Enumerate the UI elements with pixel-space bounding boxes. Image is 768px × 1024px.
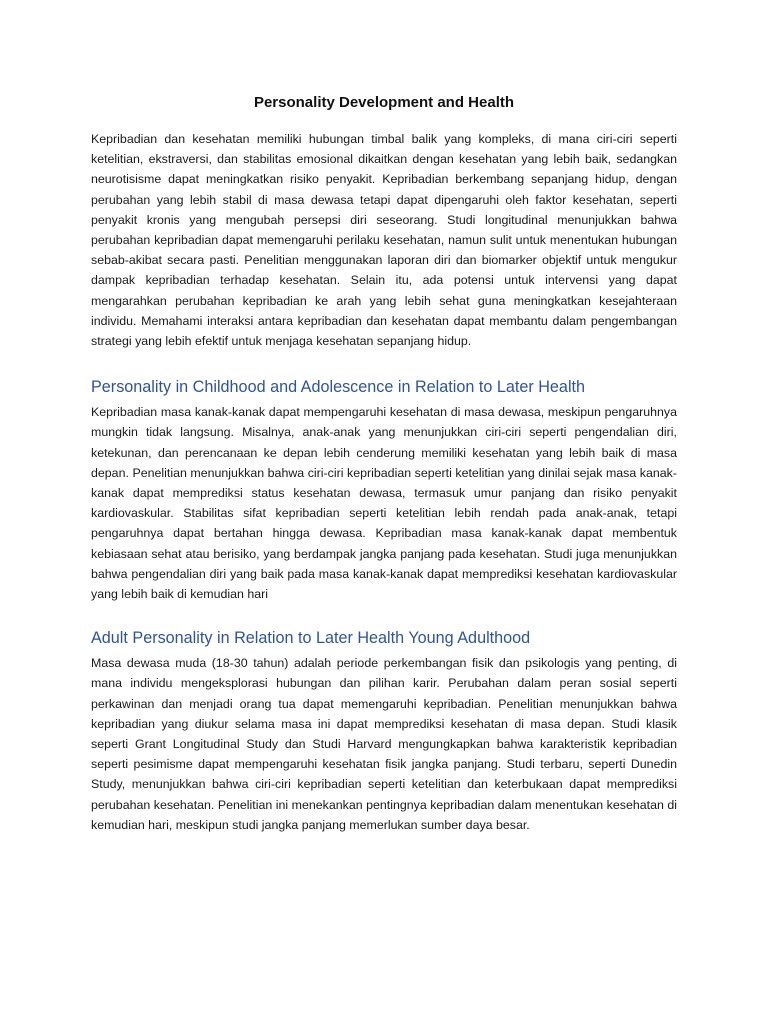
section-heading-childhood: Personality in Childhood and Adolescence in Relation to Later Health: [91, 378, 586, 397]
section-paragraph-adulthood: Masa dewasa muda (18-30 tahun) adalah periode perkembangan fisik dan psikologis yang penting, di mana individu mengeksplorasi hubungan dan pilihan karir. Perubahan dalam peran sosial seperti perkawinan dan menjadi orang tua dapat memengaruhi kepribadian. Penelitian menunjukkan bahwa kepribadian yang diukur selama masa ini dapat memprediksi kesehatan di masa depan. Studi klasik seperti Grant Longitudinal Study dan Studi Harvard mengungkapkan bahwa karakteristik kepribadian seperti pesimisme dapat mempengaruhi kesehatan fisik jangka panjang. Studi terbaru, seperti Dunedin Study, menunjukkan bahwa ciri-ciri kepribadian seperti ketelitian dan keterbukaan dapat memprediksi perubahan kesehatan. Penelitian ini menekankan pentingnya kepribadian dalam menentukan kesehatan di kemudian hari, meskipun studi jangka panjang memerlukan sumber daya besar.: [91, 656, 677, 832]
intro-paragraph: Kepribadian dan kesehatan memiliki hubungan timbal balik yang kompleks, di mana ciri-ciri seperti ketelitian, ekstraversi, dan stabilitas emosional dikaitkan dengan kesehatan yang lebih baik, sedangkan neurotisisme dapat meningkatkan risiko penyakit. Kepribadian berkembang sepanjang hidup, dengan perubahan yang lebih stabil di masa dewasa tetapi dapat dipengaruhi oleh faktor kesehatan, seperti penyakit kronis yang mengubah persepsi diri seseorang. Studi longitudinal menunjukkan bahwa perubahan kepribadian dapat memengaruhi perilaku kesehatan, namun sulit untuk menentukan hubungan sebab-akibat secara pasti. Penelitian menggunakan laporan diri dan biomarker objektif untuk mengukur dampak kepribadian terhadap kesehatan. Selain itu, ada potensi untuk intervensi yang dapat mengarahkan perubahan kepribadian ke arah yang lebih sehat guna meningkatkan kesejahteraan individu. Memahami interaksi antara kepribadian dan kesehatan dapat membantu dalam pengembangan strategi yang lebih efektif untuk menjaga kesehatan sepanjang hidup.: [91, 132, 677, 349]
document-page: [91, 92, 677, 835]
section-heading-adulthood: Adult Personality in Relation to Later Health Young Adulthood: [91, 629, 531, 648]
document-title: Personality Development and Health: [253, 94, 515, 111]
section-paragraph-childhood: Kepribadian masa kanak-kanak dapat mempengaruhi kesehatan di masa dewasa, meskipun pengaruhnya mungkin tidak langsung. Misalnya, anak-anak yang menunjukkan ciri-ciri seperti pengendalian diri, ketekunan, dan perencanaan ke depan lebih cenderung memiliki kesehatan yang lebih baik di masa depan. Penelitian menunjukkan bahwa ciri-ciri kepribadian seperti ketelitian yang dinilai sejak masa kanak-kanak dapat memprediksi status kesehatan dewasa, termasuk umur panjang dan risiko penyakit kardiovaskular. Stabilitas sifat kepribadian seperti ketelitian lebih rendah pada anak-anak, tetapi pengaruhnya dapat bertahan hingga dewasa. Kepribadian masa kanak-kanak dapat membentuk kebiasaan sehat atau berisiko, yang berdampak jangka panjang pada kesehatan. Studi juga menunjukkan bahwa pengendalian diri yang baik pada masa kanak-kanak dapat memprediksi kesehatan kardiovaskular yang lebih baik di kemudian hari: [91, 405, 677, 602]
